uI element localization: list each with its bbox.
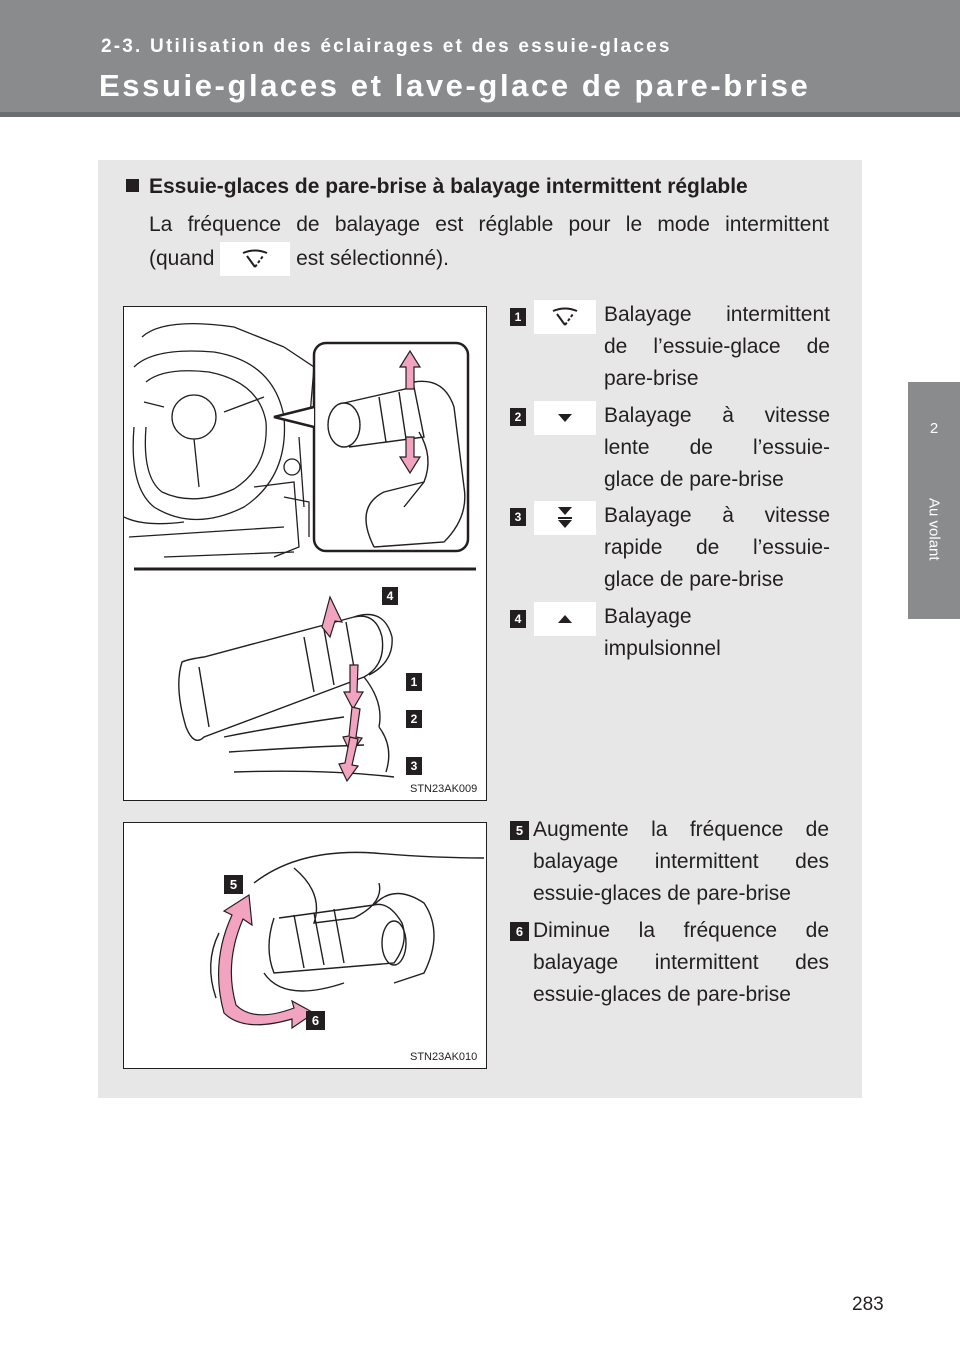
triangle-up-icon: [534, 602, 596, 636]
item-description-4: Balayage impulsionnel: [604, 605, 721, 660]
item-number-5: 5: [510, 821, 529, 840]
item-number-1: 1: [510, 308, 526, 326]
page-header: [0, 0, 960, 117]
intro-text-2: (quand est sélectionné).: [149, 242, 449, 276]
page-number: 283: [852, 1294, 884, 1315]
figure-code-2: STN23AK010: [410, 1051, 478, 1063]
frequency-ring-illustration: [124, 823, 486, 1068]
item-description-3: Balayage à vitesse rapide de l’essuie- glace de pare-brise: [604, 504, 830, 591]
subsection-heading: Essuie-glaces de pare-brise à balayage intermittent réglable: [126, 175, 748, 199]
item-number-2: 2: [510, 408, 526, 426]
item-number-4: 4: [510, 610, 526, 628]
item-description-6: Diminue la fréquence de balayage intermittent des essuie-glaces de pare-brise: [533, 919, 829, 1006]
figure-wiper-lever: [123, 306, 487, 801]
item-number-3: 3: [510, 508, 526, 526]
wiper-lever-illustration: [124, 307, 486, 800]
section-label: 2-3. Utilisation des éclairages et des essuie-glaces: [101, 36, 672, 57]
item-description-5: Augmente la fréquence de balayage intermittent des essuie-glaces de pare-brise: [533, 818, 829, 905]
figure-callout-3: 3: [406, 757, 422, 775]
wiper-intermittent-icon: [534, 300, 596, 334]
item-description-1: Balayage intermittent de l’essuie-glace de pare-brise: [604, 303, 830, 390]
square-bullet-icon: [126, 179, 139, 192]
item-number-6: 6: [510, 922, 529, 941]
chapter-label: Au volant: [925, 498, 943, 561]
figure-callout-6: 6: [306, 1011, 325, 1030]
figure-callout-1: 1: [406, 673, 422, 691]
figure-code: STN23AK009: [410, 783, 478, 795]
figure-callout-4: 4: [382, 587, 398, 605]
figure-callout-2: 2: [406, 710, 422, 728]
double-chevron-down-icon: [534, 501, 596, 535]
triangle-down-icon: [534, 401, 596, 435]
header-rule: [0, 112, 960, 117]
page-title: Essuie-glaces et lave-glace de pare-brise: [99, 68, 811, 103]
chapter-number: 2: [929, 420, 939, 437]
item-description-2: Balayage à vitesse lente de l’essuie- glace de pare-brise: [604, 404, 830, 491]
intro-text: La fréquence de balayage est réglable pour le mode intermittent: [149, 213, 829, 236]
wiper-intermittent-icon: [220, 242, 290, 276]
figure-callout-5: 5: [224, 875, 243, 894]
figure-frequency-ring: [123, 822, 487, 1069]
